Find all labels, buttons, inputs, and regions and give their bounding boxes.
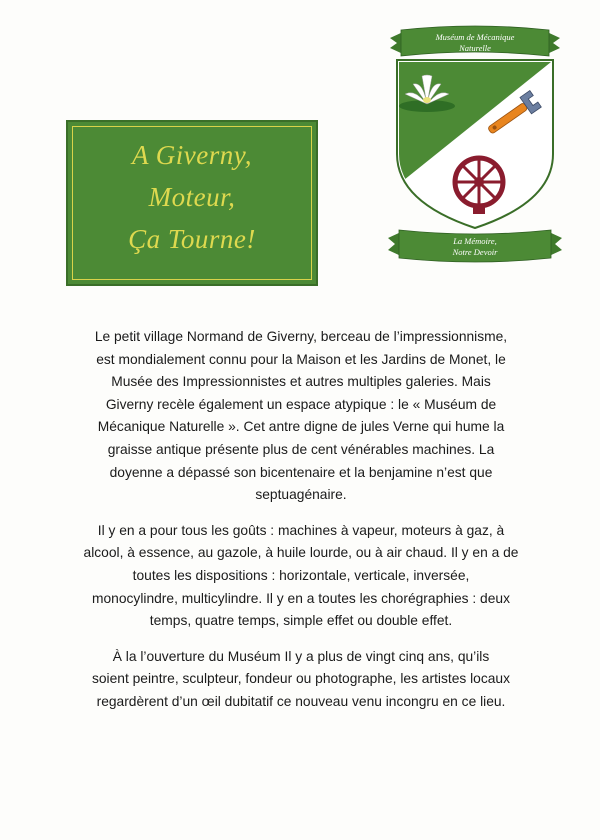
text-line: Mécanique Naturelle ». Cet antre digne de jules Verne qui hume la: [97, 419, 505, 435]
top-ribbon-line-2: Naturelle: [459, 43, 491, 53]
text-line: est mondialement connu pour la Maison et les Jardins de Monet, le: [96, 351, 506, 367]
paragraph-1: [72, 326, 530, 507]
text-line: Musée des Impressionnistes et autres multiples galeries. Mais: [111, 374, 491, 390]
text-line: Le petit village Normand de Giverny, berceau de l’impressionnisme,: [94, 329, 508, 344]
text-line: toutes les dispositions : horizontale, verticale, inversée,: [132, 567, 470, 583]
bottom-ribbon-line-1: La Mémoire,: [453, 236, 497, 246]
paragraph-2: [72, 520, 530, 633]
text-line: alcool, à essence, au gazole, à huile lourde, ou à air chaud. Il y en a de: [83, 545, 519, 561]
text-line: regardèrent d’un œil dubitatif ce nouveau venu incongru en ce lieu.: [96, 693, 506, 709]
article-body: [72, 326, 530, 727]
title-line-1: A Giverny,: [132, 140, 252, 170]
top-ribbon: [390, 26, 560, 56]
text-line: graisse antique présente plus de cent vénérables machines. La: [107, 441, 495, 457]
title-line-3: Ça Tourne!: [128, 224, 256, 254]
paragraph-3: [72, 646, 530, 714]
top-ribbon-line-1: Muséum de Mécanique: [435, 32, 515, 42]
museum-crest-logo: [385, 24, 565, 274]
bottom-ribbon: [388, 230, 562, 262]
text-line: doyenne a dépassé son bicentenaire et la benjamine n’est que: [109, 464, 493, 480]
text-line: soient peintre, sculpteur, fondeur ou photographe, les artistes locaux: [91, 671, 510, 687]
text-line: temps, quatre temps, simple effet ou double effet.: [149, 613, 453, 629]
shield: [397, 60, 553, 228]
text-line: Giverny recèle également un espace atypique : le « Muséum de: [105, 396, 497, 412]
title-line-2: Moteur,: [148, 182, 236, 212]
text-line: septuagénaire.: [255, 487, 347, 503]
text-line: monocylindre, multicylindre. Il y en a toutes les chorégraphies : deux: [92, 590, 510, 606]
text-line: Il y en a pour tous les goûts : machines à vapeur, moteurs à gaz, à: [97, 522, 505, 538]
title-panel: [66, 120, 318, 286]
text-line: À la l’ouverture du Muséum Il y a plus de vingt cinq ans, qu’ils: [112, 648, 490, 664]
bottom-ribbon-line-2: Notre Devoir: [452, 247, 498, 257]
